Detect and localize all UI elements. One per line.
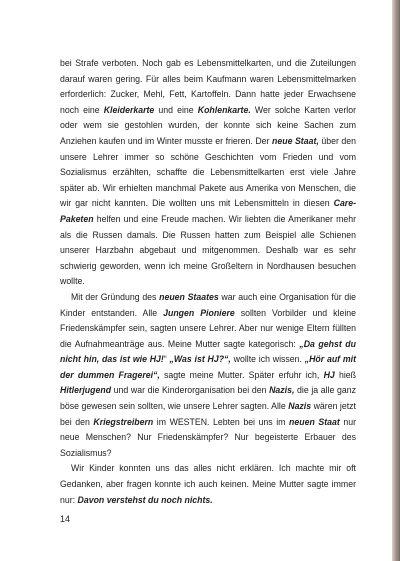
text-run: helfen und eine Freude machen. Wir liebten die Amerikaner mehr als die Russen damals. Die Russen hatten zum Beispiel alle Schienen unserer Harzbahn abgebaut und mitgenommen. Deshalb war es sehr schwierig geworden, wenn ich meine Großeltern in Nordhausen besuchen wollte. [60, 213, 356, 287]
text-run: die ja alle ganz böse gewesen sein sollten, wie unsere Lehrer sagten. Alle [60, 385, 356, 412]
paragraph [60, 461, 356, 508]
text-run: über den unsere Lehrer immer so schöne Geschichten vom Frieden und vom Sozialismus erzählten, schaffte die Lebensmittelkarten erst viele Jahre später ab. Wir erhielten manchmal Pakete aus Amerika von Menschen, die wir gar nicht kannten. Die wollten uns mit Lebensmitteln in diesen [60, 135, 356, 209]
emphasized-text: „Da gehst du nicht hin, das ist wie HJ! [60, 338, 357, 365]
emphasized-text: Hitlerjugend [60, 385, 112, 396]
paragraph [60, 290, 356, 462]
text-run: im WESTEN. Lebten bei uns im [153, 416, 290, 427]
text-run: bei Strafe verboten. Noch gab es Lebensmittelkarten, und die Zuteilungen darauf waren gering. Für alles beim Kaufmann waren Lebensmittelmarken erforderlich: Zucker, Mehl, Fett, Kartoffeln. Dann hatte jeder Erwachsene noch eine [60, 58, 356, 115]
emphasized-text: „Was ist HJ?“, [169, 354, 231, 365]
text-run: und eine [154, 104, 198, 115]
text-run: “ [163, 354, 170, 365]
text-run: Wer solche Karten verlor oder wem sie gestohlen wurden, der konnte sich keine Sachen zum Anziehen kaufen und im Winter musste er frieren. Der [60, 104, 356, 146]
emphasized-text: Kleiderkarte [103, 104, 155, 115]
text-run: nur neue Menschen? Nur Friedenskämpfer? Nur begeisterte Erbauer des Sozialismus? [60, 416, 356, 458]
text-run: war auch eine Organisation für die Kinder entstanden. Alle [60, 291, 357, 318]
emphasized-text: Jungen Pioniere [163, 307, 235, 318]
emphasized-text: HJ [323, 369, 335, 380]
text-run: wären jetzt bei den [60, 401, 356, 427]
emphasized-text: „Hör auf mit der dummen Fragerei“, [60, 354, 356, 380]
paragraph [60, 56, 356, 290]
emphasized-text: Nazis, [269, 385, 295, 396]
page-number: 14 [60, 514, 71, 524]
page-edge-shadow [392, 0, 400, 561]
emphasized-text: Kohlenkarte. [197, 104, 251, 115]
text-run: sagte meine Mutter. Später erfuhr ich, [159, 369, 324, 380]
text-run: hieß [334, 369, 356, 380]
emphasized-text: Nazis [288, 401, 312, 412]
text-run: sollten Vorbilder und kleine Friedenskämpfer sein, sagten unsere Lehrer. Aber nur wenige Eltern füllten die Aufnahmeanträge aus. Meine Mutter sagte kategorisch: [60, 307, 356, 349]
text-run: Mit der Gründung des [71, 291, 160, 302]
emphasized-text: neuen Staates [159, 291, 219, 302]
emphasized-text: Kriegstreibern [93, 416, 154, 427]
text-run: und war die Kinderorganisation bei den [111, 385, 270, 396]
emphasized-text: neuen Staat [289, 416, 340, 427]
emphasized-text: Davon verstehst du noch nichts. [77, 494, 213, 505]
emphasized-text: Care-Paketen [60, 198, 356, 224]
emphasized-text: neue Staat, [272, 135, 319, 146]
body-text [60, 56, 356, 508]
text-run: Wir Kinder konnten uns das alles nicht erklären. Ich machte mir oft Gedanken, aber fragen konnte ich auch keinen. Meine Mutter sagte immer nur: [60, 463, 356, 505]
text-run: wollte ich wissen. [230, 354, 305, 365]
